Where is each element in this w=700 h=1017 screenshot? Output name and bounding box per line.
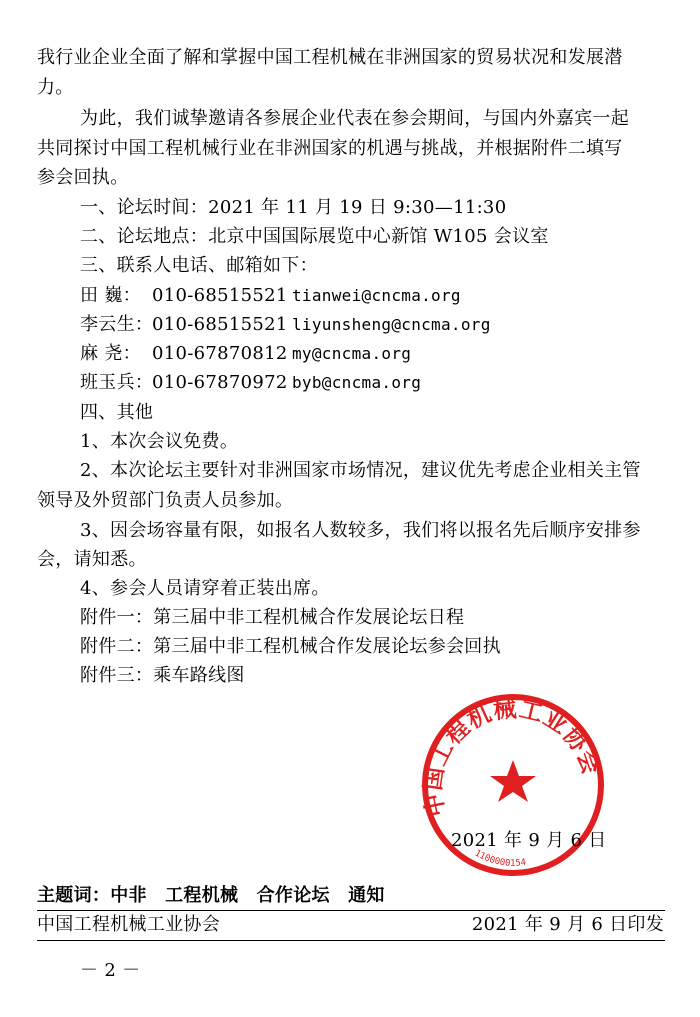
other-item: 领导及外贸部门负责人员参加。: [37, 490, 294, 511]
other-item: 3、因会场容量有限，如报名人数较多，我们将以报名先后顺序安排参: [80, 520, 641, 541]
attachment-line: 附件一：第三届中非工程机械合作发展论坛日程: [80, 607, 465, 628]
contact-email: my@cncma.org: [292, 344, 412, 363]
footer-issuer: 中国工程机械工业协会: [37, 914, 220, 935]
contact-phone: 010-67870812: [152, 343, 288, 364]
paragraph-line: 力。: [37, 77, 74, 98]
forum-place: 二、论坛地点：北京中国国际展览中心新馆 W105 会议室: [80, 226, 549, 247]
paragraph-line: 为此，我们诚挚邀请各参展企业代表在参会期间，与国内外嘉宾一起: [80, 108, 629, 129]
contact-name: 班玉兵：: [80, 372, 154, 393]
other-item: 2、本次论坛主要针对非洲国家市场情况，建议优先考虑企业相关主管: [80, 460, 641, 481]
contact-row: [80, 314, 491, 336]
contact-name: 李云生：: [80, 314, 154, 335]
forum-time: 一、论坛时间：2021 年 11 月 19 日 9:30—11:30: [80, 197, 507, 218]
contact-email: byb@cncma.org: [292, 373, 422, 392]
attachment-line: 附件三：乘车路线图: [80, 665, 245, 686]
contact-name: 田 巍：: [80, 285, 141, 306]
footer-rule-top: [37, 910, 665, 911]
contact-row: [80, 372, 421, 394]
other-item: 会，请知悉。: [37, 549, 147, 570]
other-item: 1、本次会议免费。: [80, 431, 239, 452]
contact-row: [80, 343, 411, 365]
other-heading: 四、其他: [80, 402, 154, 423]
subject-keywords: 主题词：中非 工程机械 合作论坛 通知: [37, 885, 385, 906]
page-number: － 2 －: [80, 960, 141, 981]
contact-email: tianwei@cncma.org: [292, 286, 461, 305]
contact-phone: 010-68515521: [152, 314, 288, 335]
issue-date: 2021 年 9 月 6 日: [451, 830, 607, 851]
contact-email: liyunsheng@cncma.org: [292, 315, 491, 334]
seal-number: 1100000154: [472, 848, 527, 869]
contact-name: 麻 尧：: [80, 343, 141, 364]
paragraph-line: 共同探讨中国工程机械行业在非洲国家的机遇与挑战，并根据附件二填写: [37, 138, 623, 159]
contact-phone: 010-68515521: [152, 285, 288, 306]
footer-rule-bottom: [37, 940, 665, 941]
paragraph-line: 我行业企业全面了解和掌握中国工程机械在非洲国家的贸易状况和发展潜: [37, 47, 623, 68]
contact-phone: 010-67870972: [152, 372, 288, 393]
contact-heading: 三、联系人电话、邮箱如下：: [80, 255, 318, 276]
other-item: 4、参会人员请穿着正装出席。: [80, 578, 330, 599]
paragraph-line: 参会回执。: [37, 167, 129, 188]
seal-star-icon: [490, 760, 536, 802]
seal-text: 中国工程机械工业协会: [420, 696, 604, 819]
contact-row: [80, 285, 461, 307]
footer-printed-date: 2021 年 9 月 6 日印发: [471, 914, 664, 935]
attachment-line: 附件二：第三届中非工程机械合作发展论坛参会回执: [80, 636, 501, 657]
